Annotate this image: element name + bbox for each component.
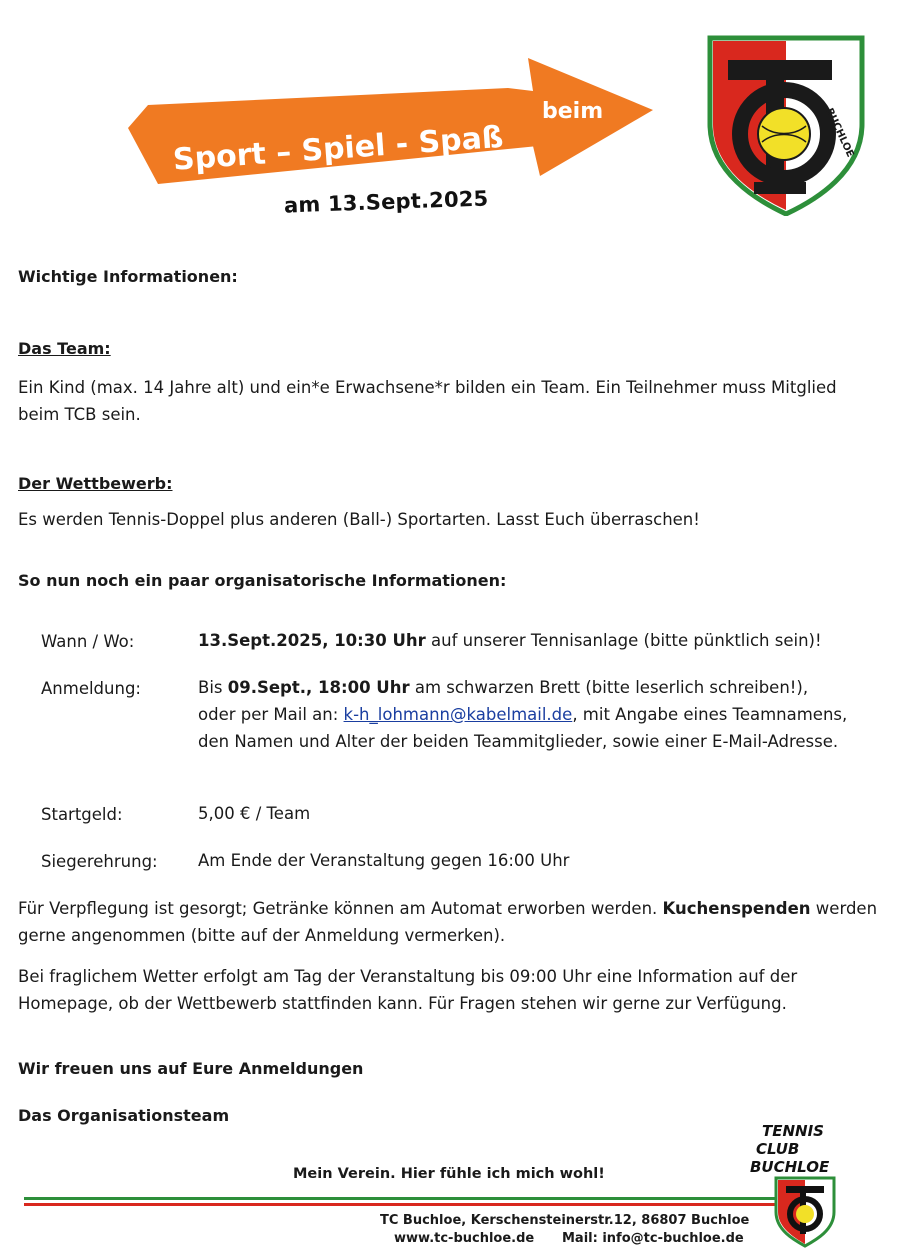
reg-suffix: , mit Angabe eines Teamnamens, den Namen und Alter der beiden Teammitglieder, sowie einer E-Mail-Adresse. (198, 705, 848, 751)
ceremony-value: Am Ende der Veranstaltung gegen 16:00 Uhr (198, 851, 570, 870)
registration-email-link[interactable]: k-h_lohmann@kabelmail.de (343, 705, 573, 724)
event-banner (128, 58, 653, 198)
reg-middle: am schwarzen Brett (bitte leserlich schreiben!), oder per Mail an: (198, 678, 809, 724)
ceremony-label: Siegerehrung: (41, 852, 158, 871)
team-text: Ein Kind (max. 14 Jahre alt) und ein*e Erwachsene*r bilden ein Team. Ein Teilnehmer muss Mitglied beim TCB sein. (18, 378, 837, 424)
reg-prefix: Bis (198, 678, 228, 697)
when-location: auf unserer Tennisanlage (bitte pünktlich sein)! (425, 631, 822, 650)
cake-donations: Kuchenspenden (662, 899, 811, 918)
closing-line: Wir freuen uns auf Eure Anmeldungen (18, 1059, 364, 1078)
footer-divider (24, 1195, 784, 1209)
banner-suffix-text: beim (542, 99, 604, 124)
event-date: am 13.Sept.2025 (283, 186, 489, 218)
signature: Das Organisationsteam (18, 1106, 230, 1125)
footer-red-line (24, 1203, 784, 1206)
important-info-heading: Wichtige Informationen: (18, 267, 238, 286)
logo-line-1: TENNIS (762, 1122, 824, 1140)
competition-heading: Der Wettbewerb: (18, 474, 173, 493)
registration-label: Anmeldung: (41, 679, 141, 698)
weather-note: Bei fraglichem Wetter erfolgt am Tag der Veranstaltung bis 09:00 Uhr eine Information auf der Homepage, ob der Wettbewerb stattfinden kann. Für Fragen stehen wir gerne zur Verfügung. (18, 967, 798, 1013)
registration-value (198, 674, 848, 755)
logo-line-2: CLUB (756, 1140, 800, 1158)
catering-text: Für Verpflegung ist gesorgt; Getränke können am Automat erworben werden. (18, 899, 663, 918)
footer-website[interactable]: www.tc-buchloe.de (394, 1231, 535, 1246)
when-where-value (198, 627, 858, 654)
club-crest-logo (706, 32, 866, 216)
when-datetime: 13.Sept.2025, 10:30 Uhr (198, 631, 426, 650)
footer-mail[interactable]: Mail: info@tc-buchloe.de (562, 1231, 744, 1246)
team-heading: Das Team: (18, 339, 111, 358)
crest-text: BUCHLOE (823, 106, 856, 160)
catering-note (18, 895, 878, 949)
when-where-label: Wann / Wo: (41, 632, 135, 651)
tennis-club-logo (740, 1112, 850, 1248)
banner-main-text: Sport – Spiel - Spaß (171, 119, 505, 178)
logo-line-3: BUCHLOE (750, 1158, 830, 1176)
org-info-heading: So nun noch ein paar organisatorische Informationen: (18, 571, 507, 590)
reg-deadline: 09.Sept., 18:00 Uhr (227, 678, 410, 697)
catering-text-end: werden gerne angenommen (bitte auf der Anmeldung vermerken). (18, 899, 878, 945)
footer-green-line (24, 1197, 784, 1200)
fee-label: Startgeld: (41, 805, 123, 824)
footer-slogan: Mein Verein. Hier fühle ich mich wohl! (293, 1166, 605, 1182)
competition-text: Es werden Tennis-Doppel plus anderen (Ball-) Sportarten. Lasst Euch überraschen! (18, 510, 700, 529)
footer-address: TC Buchloe, Kerschensteinerstr.12, 86807 Buchloe (380, 1213, 750, 1228)
fee-value: 5,00 € / Team (198, 804, 311, 823)
